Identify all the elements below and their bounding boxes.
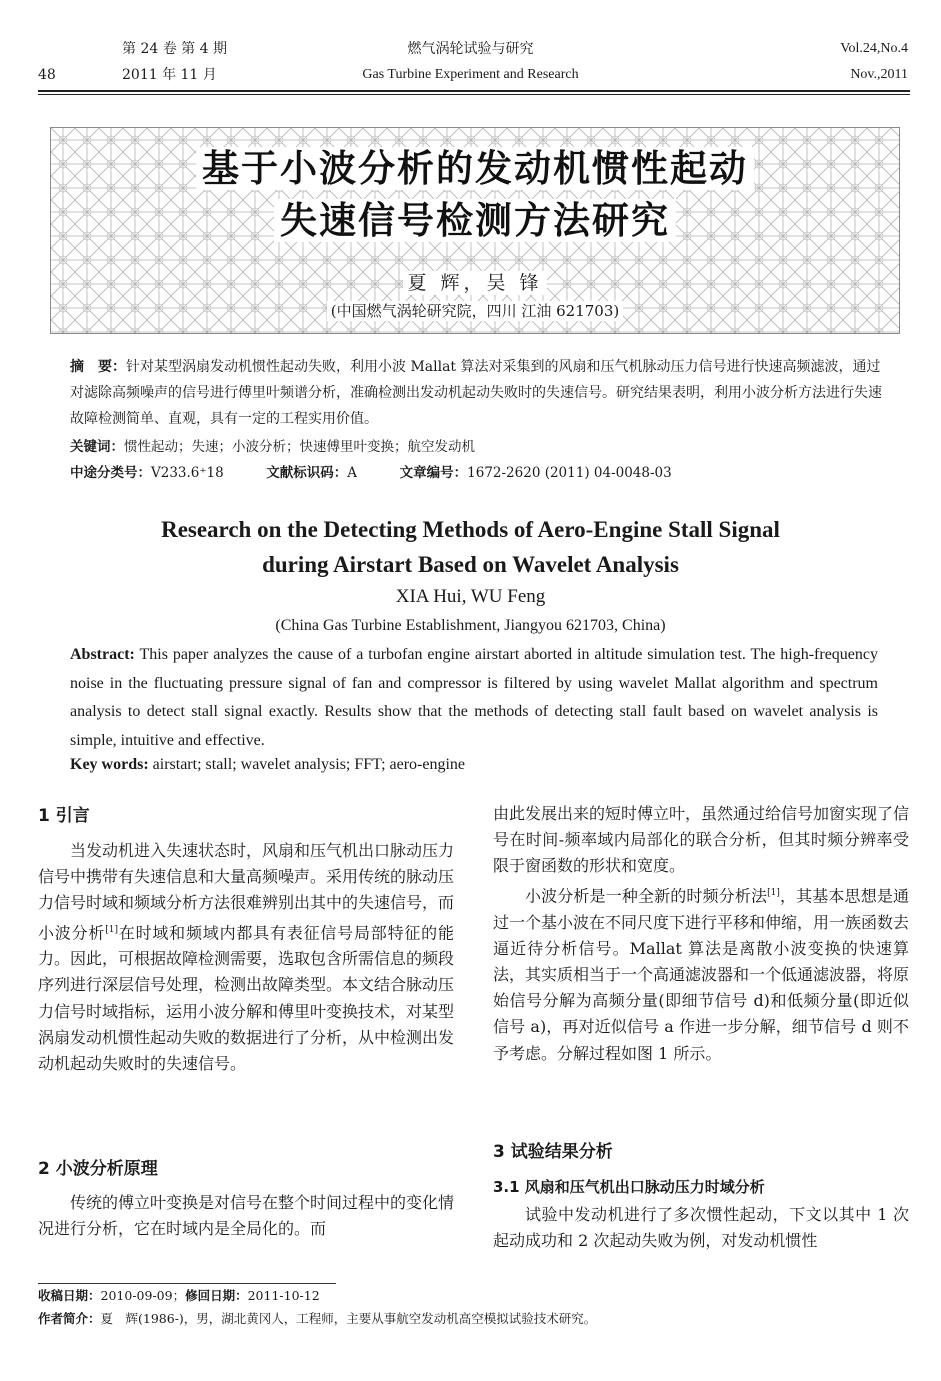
abstract-en-text: This paper analyzes the cause of a turbofan engine airstart aborted in altitude simulation test. The high-frequency noise in the fluctuating pressure signal of fan and compressor is filtered by using wavelet Mallat algorithm and spectrum analysis to detect stall signal exactly. Results show that the methods of detecting stall fault based on wavelet analysis is simple, intuitive and effective.: [70, 646, 878, 749]
section-3-1-paragraph: 试验中发动机进行了多次惯性起动，下文以其中 1 次起动成功和 2 次起动失败为例，对发动机惯性: [493, 1205, 909, 1251]
bio-label: 作者简介：: [38, 1311, 101, 1326]
keywords-en: [70, 756, 465, 774]
section-2-text-a: 小波分析是一种全新的时频分析法: [525, 886, 768, 906]
date-en: Nov.,2011: [850, 67, 908, 82]
title-box: [50, 127, 900, 334]
volume-en: Vol.24,No.4: [840, 41, 908, 56]
bio-text: 夏 辉(1986-)，男，湖北黄冈人，工程师，主要从事航空发动机高空模拟试验技术研究。: [100, 1311, 597, 1326]
page-number: 48: [38, 67, 56, 83]
author-bio: [38, 1309, 596, 1327]
doc-code-label: 文献标识码：: [266, 465, 348, 481]
affiliation-en: (China Gas Turbine Establishment, Jiangyou 621703, China): [275, 617, 666, 634]
keywords-cn-text: 惯性起动；失速；小波分析；快速傅里叶变换；航空发动机: [124, 439, 475, 455]
volume-cn: 第 24 卷 第 4 期: [122, 41, 227, 57]
section-2-paragraph-1: 传统的傅立叶变换是对信号在整个时间过程中的变化情况进行分析，它在时域内是全局化的。而: [38, 1193, 455, 1239]
title-en-line2: during Airstart Based on Wavelet Analysis: [262, 552, 679, 577]
section-1-text-b: 在时域和频域内都具有表征信号局部特征的能力。因此，可根据故障检测需要，选取包含所需信息的频段序列进行深层信号处理，检测出故障类型。本文结合脉动压力信号时域指标，运用小波分解和傅里叶变换技术，对某型涡扇发动机惯性起动失败的数据进行了分析，从中检测出发动机起动失败时的失速信号。: [38, 922, 455, 1073]
abstract-cn: [70, 354, 885, 432]
clc-value: V233.6⁺18: [151, 465, 224, 481]
abstract-en: [70, 641, 878, 755]
title-en-line1: Research on the Detecting Methods of Aero-Engine Stall Signal: [161, 517, 780, 542]
keywords-en-text: airstart; stall; wavelet analysis; FFT; aero-engine: [152, 756, 466, 773]
header-rule-thin: [38, 94, 910, 95]
citation-1: [1]: [105, 924, 118, 935]
section-2-heading: 2 小波分析原理: [38, 1159, 158, 1179]
citation-2: [1]: [767, 888, 780, 898]
received-dates: [38, 1286, 320, 1304]
title-cn-line1: 基于小波分析的发动机惯性起动: [196, 147, 754, 190]
section-1-text-a: 当发动机进入失速状态时，风扇和压气机出口脉动压力信号中携带有失速信息和大量高频噪声。采用传统的脉动压力信号时域和频域分析方法很难辨别出其中的失速信号，而小波分析: [38, 841, 455, 942]
section-3-1-heading: 3.1 风扇和压气机出口脉动压力时域分析: [493, 1178, 765, 1196]
date-cn: 2011 年 11 月: [122, 67, 217, 83]
revised-label: 修回日期：: [185, 1288, 248, 1303]
keywords-en-label: Key words:: [70, 756, 149, 773]
keywords-cn-label: 关键词：: [70, 439, 124, 455]
received-date: 2010-09-09；: [100, 1288, 186, 1303]
received-label: 收稿日期：: [38, 1288, 101, 1303]
section-3-heading: 3 试验结果分析: [493, 1142, 613, 1162]
keywords-cn: [70, 435, 475, 455]
footnote-rule: [38, 1283, 336, 1284]
classification-line: [70, 461, 672, 481]
section-2-text-b: ，其基本思想是通过一个基小波在不同尺度下进行平移和伸缩，用一族函数去逼近待分析信号。Mallat 算法是离散小波变换的快速算法，其实质相当于一个高通滤波器和一个低通滤波器，将原始信号分解为高频分量(即细节信号 d)和低频分量(即近似信号 a)，再对近似信号 a 作进一步分解，细节信号 d 则不予考虑。分解过程如图 1 所示。: [493, 886, 910, 1063]
section-2-paragraph-2: [493, 880, 909, 1067]
clc-label: 中途分类号：: [70, 465, 151, 481]
abstract-en-label: Abstract:: [70, 646, 135, 663]
section-2-paragraph-1-continued: 由此发展出来的短时傅立叶，虽然通过给信号加窗实现了信号在时间-频率域内局部化的联合分析，但其时频分辨率受限于窗函数的形状和宽度。: [493, 804, 910, 876]
authors-en: XIA Hui, WU Feng: [395, 586, 546, 607]
authors-cn: 夏 辉，吴 锋: [403, 271, 546, 295]
section-1-paragraph: [38, 838, 454, 1077]
article-no-label: 文章编号：: [399, 465, 468, 481]
header-rule-thick: [38, 90, 910, 92]
abstract-cn-text: 针对某型涡扇发动机惯性起动失败，利用小波 Mallat 算法对采集到的风扇和压气机脉动压力信号进行快速高频滤波，通过对滤除高频噪声的信号进行傅里叶频谱分析，准确检测出发动机起动失败时的失速信号。研究结果表明，利用小波分析方法进行失速故障检测简单、直观，具有一定的工程实用价值。: [70, 359, 882, 427]
revised-date: 2011-10-12: [247, 1288, 320, 1303]
article-no-value: 1672-2620 (2011) 04-0048-03: [467, 465, 672, 481]
abstract-cn-label: 摘 要：: [70, 359, 126, 375]
section-1-heading: 1 引言: [38, 806, 90, 826]
affiliation-cn: (中国燃气涡轮研究院，四川 江油 621703): [327, 301, 624, 321]
journal-name-cn: 燃气涡轮试验与研究: [407, 41, 534, 57]
doc-code-value: A: [347, 465, 358, 481]
title-cn-line2: 失速信号检测方法研究: [274, 199, 676, 242]
journal-name-en: Gas Turbine Experiment and Research: [362, 67, 579, 82]
